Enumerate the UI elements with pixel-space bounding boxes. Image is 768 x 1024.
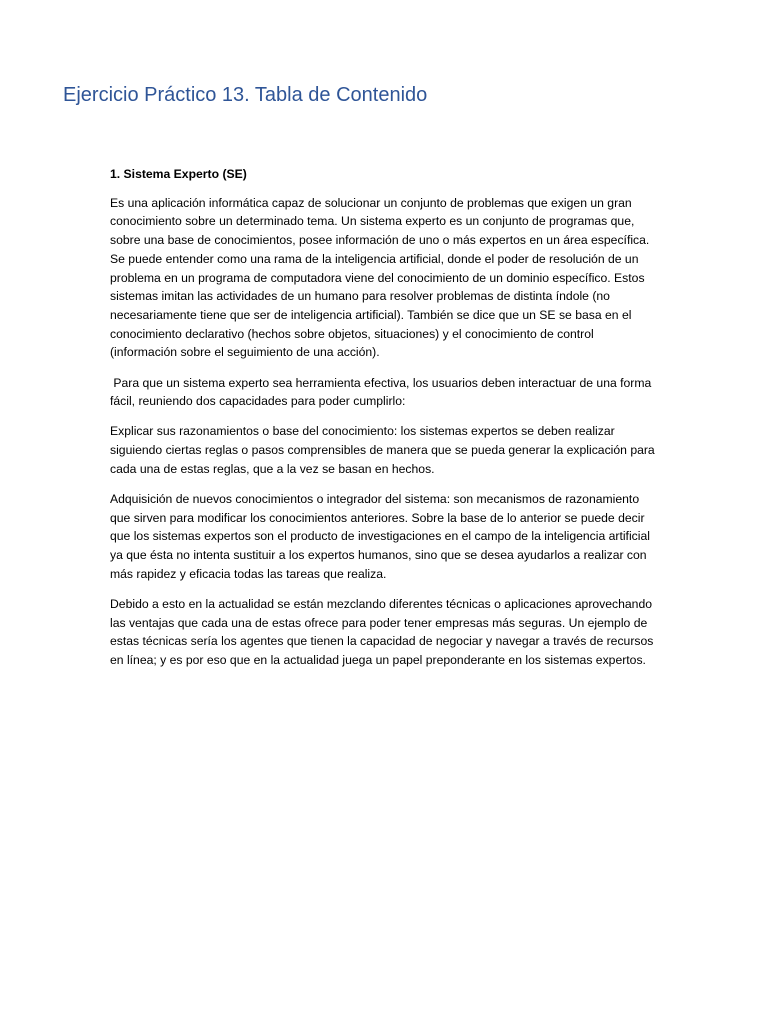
section-heading: 1. Sistema Experto (SE)	[110, 167, 247, 181]
paragraph-current-trends: Debido a esto en la actualidad se están mezclando diferentes técnicas o aplicaciones aprovechando las ventajas que cada una de estas ofrece para poder tener empresas más seguras. Un ejemplo de estas técnicas sería los agentes que tienen la capacidad de negociar y navegar a través de recursos en línea; y es por eso que en la actualidad juega un papel preponderante en los sistemas expertos.	[110, 597, 654, 668]
paragraph-definition: Es una aplicación informática capaz de solucionar un conjunto de problemas que exigen un gran conocimiento sobre un determinado tema. Un sistema experto es un conjunto de programas que, sobre una base de conocimientos, posee información de uno o más expertos en un área específica. Se puede entender como una rama de la inteligencia artificial, donde el poder de resolución de un problema en un programa de computadora viene del conocimiento de un dominio específico. Estos sistemas imitan las actividades de un humano para resolver problemas de distinta índole (no necesariamente tiene que ser de inteligencia artificial). También se dice que un SE se basa en el conocimiento declarativo (hechos sobre objetos, situaciones) y el conocimiento de control (información sobre el seguimiento de una acción).	[110, 195, 650, 360]
paragraph-capabilities-intro: Para que un sistema experto sea herramienta efectiva, los usuarios deben interactuar de una forma fácil, reuniendo dos capacidades para poder cumplirlo:	[110, 375, 655, 409]
paragraph-explain-reasoning: Explicar sus razonamientos o base del conocimiento: los sistemas expertos se deben realizar siguiendo ciertas reglas o pasos comprensibles de manera que se pueda generar la explicación para cada una de estas reglas, que a la vez se basan en hechos.	[110, 424, 655, 476]
section-content	[110, 165, 660, 681]
paragraph-knowledge-acquisition: Adquisición de nuevos conocimientos o integrador del sistema: son mecanismos de razonamiento que sirven para modificar los conocimientos anteriores. Sobre la base de lo anterior se puede decir que los sistemas expertos son el producto de investigaciones en el campo de la inteligencia artificial ya que ésta no intenta sustituir a los expertos humanos, sino que se desea ayudarlos a realizar con más rapidez y eficacia todas las tareas que realiza.	[110, 492, 650, 581]
document-title: Ejercicio Práctico 13. Tabla de Contenido	[63, 84, 428, 106]
